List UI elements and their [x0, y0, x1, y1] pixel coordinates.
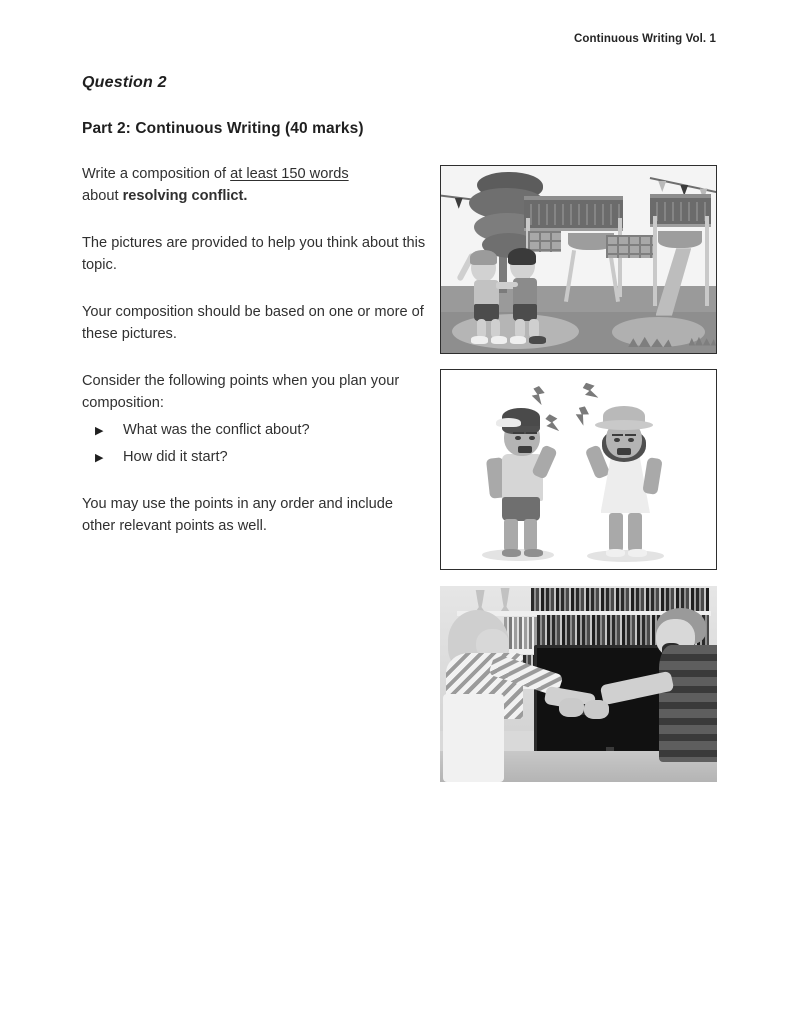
paragraph-based-on-pictures: Your composition should be based on one or more of these pictures. [82, 304, 424, 342]
instruction-word-count: at least 150 words [230, 166, 349, 182]
list-item-label: How did it start? [123, 448, 228, 465]
running-header: Continuous Writing Vol. 1 [574, 33, 716, 45]
planning-points-list [82, 420, 427, 468]
list-item [95, 447, 427, 469]
list-item-label: What was the conflict about? [123, 422, 310, 438]
paragraph-pictures-help: The pictures are provided to help you think about this topic. [82, 235, 426, 273]
argument-illustration [441, 370, 716, 569]
part-title: Part 2: Continuous Writing (40 marks) [82, 120, 364, 137]
question-title: Question 2 [82, 74, 167, 91]
paragraph-consider-points: Consider the following points when you plan your composition: [82, 373, 400, 411]
instruction-middle: about [82, 187, 123, 204]
instruction-topic: resolving conflict. [122, 187, 248, 204]
question-text-column [82, 74, 427, 563]
stimulus-picture-column [440, 165, 717, 782]
paragraph-any-order: You may use the points in any order and include other relevant points as well. [82, 496, 394, 534]
stimulus-picture-remote-control [440, 586, 717, 782]
triangle-bullet-icon: ▶ [95, 451, 104, 464]
remote-control-photograph [440, 586, 717, 782]
stimulus-picture-playground [440, 165, 717, 354]
stimulus-picture-argument [440, 369, 717, 570]
instruction-paragraph [82, 164, 427, 207]
instruction-lead: Write a composition of [82, 166, 231, 182]
playground-illustration [441, 166, 716, 353]
list-item [95, 420, 427, 442]
triangle-bullet-icon: ▶ [95, 425, 104, 437]
